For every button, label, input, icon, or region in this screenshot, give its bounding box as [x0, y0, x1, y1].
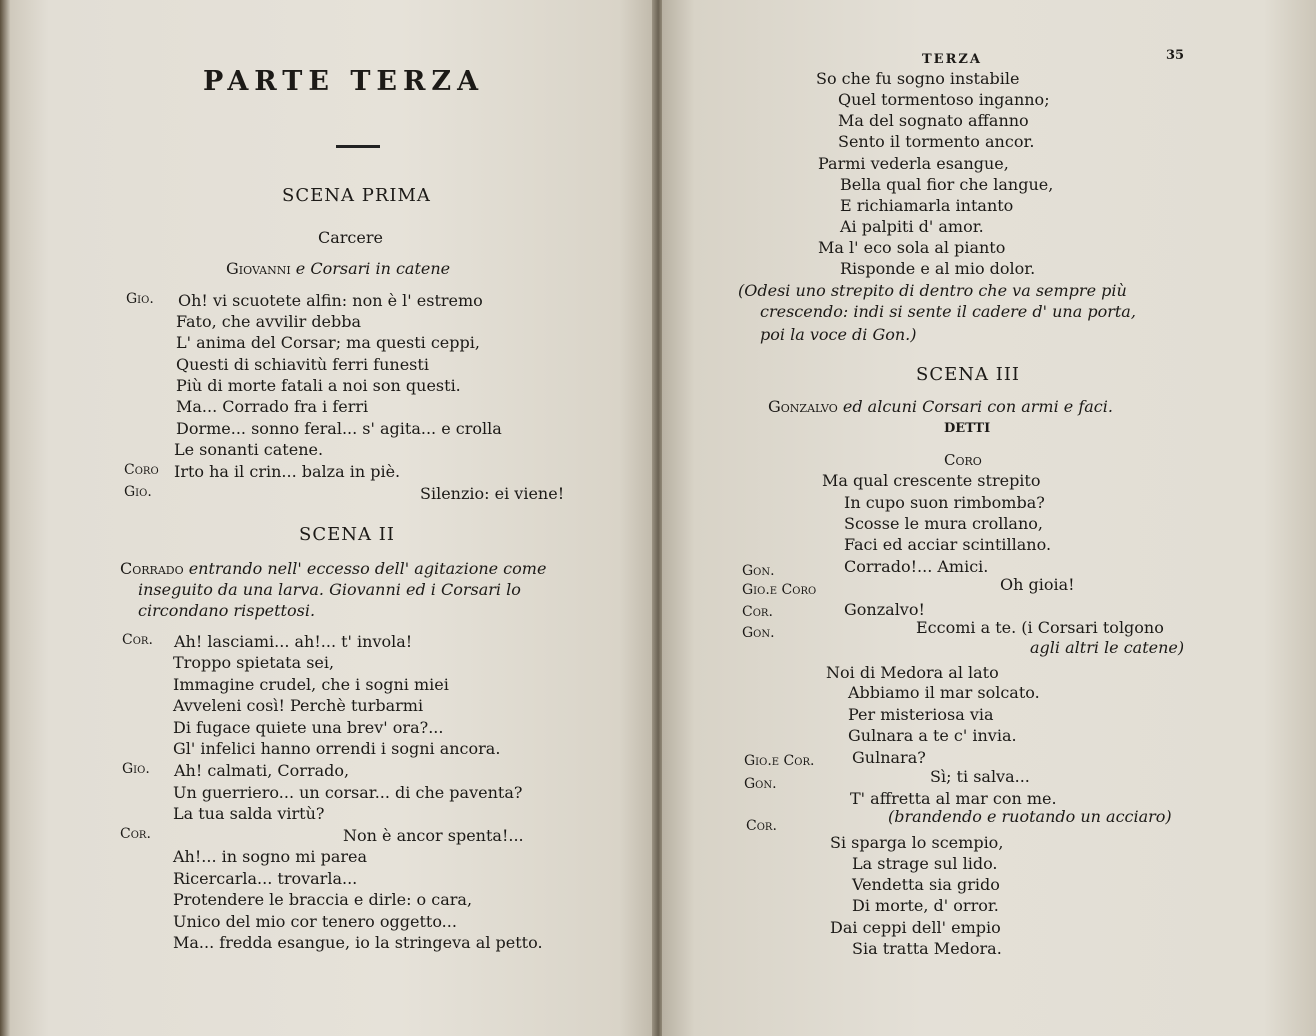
verse-line: Avveleni così! Perchè turbarmi [173, 696, 424, 715]
stage-direction-line: circondano rispettosi. [138, 601, 316, 620]
verse-line: Più di morte fatali a noi son questi. [176, 376, 461, 395]
stage-name: Corrado [120, 559, 184, 578]
left-page [10, 0, 658, 1036]
persons-name: Gonzalvo [768, 397, 838, 416]
verse-line: E richiamarla intanto [840, 196, 1014, 215]
verse-line: Faci ed acciar scintillano. [844, 535, 1052, 554]
verse-line: Ma del sognato affanno [838, 111, 1029, 130]
detti-label: DETTI [944, 421, 991, 436]
stage-direction-line: crescendo: indi si sente il cadere d' una porta, [760, 302, 1136, 321]
speaker: Cor. [120, 826, 151, 842]
verse-line: Silenzio: ei viene! [420, 484, 565, 503]
verse-line: Irto ha il crin... balza in piè. [174, 462, 401, 481]
speaker: Cor. [742, 604, 773, 620]
speaker: Gon. [744, 776, 777, 792]
verse-line: L' anima del Corsar; ma questi ceppi, [176, 333, 480, 352]
verse-line: Noi di Medora al lato [826, 663, 999, 682]
verse-line: Immagine crudel, che i sogni miei [173, 675, 449, 694]
part-title: PARTE TERZA [203, 66, 485, 97]
speaker: Gio. [122, 761, 150, 777]
verse-line: Un guerriero... un corsar... di che paventa? [173, 783, 523, 802]
verse-line: Ma... Corrado fra i ferri [176, 397, 369, 416]
verse-line: Sì; ti salva... [930, 767, 1030, 786]
speaker: Gio. [126, 291, 154, 307]
speaker: Gio. [124, 484, 152, 500]
verse-line: Ah! calmati, Corrado, [174, 761, 350, 780]
stage-direction-line: inseguito da una larva. Giovanni ed i Corsari lo [138, 580, 521, 599]
verse-line: T' affretta al mar con me. [850, 789, 1057, 808]
verse-line: Gl' infelici hanno orrendi i sogni ancora. [173, 739, 501, 758]
verse-line: Si sparga lo scempio, [830, 833, 1004, 852]
verse-line: Non è ancor spenta!... [343, 826, 524, 845]
verse-line: La tua salda virtù? [173, 804, 325, 823]
scene-3-persons [768, 397, 1113, 416]
verse-line: Ah!... in sogno mi parea [173, 847, 368, 866]
verse-line: Oh! vi scuotete alfin: non è l' estremo [178, 291, 483, 310]
speaker: Gon. [742, 563, 775, 579]
verse-line: Per misteriosa via [848, 705, 994, 724]
verse-line: Corrado!... Amici. [844, 557, 989, 576]
verse-line: Ah! lasciami... ah!... t' invola! [174, 632, 413, 651]
verse-line: Oh gioia! [1000, 575, 1075, 594]
verse-line: Gulnara? [852, 748, 926, 767]
verse-line: Ricercarla... trovarla... [173, 869, 358, 888]
speaker: Cor. [122, 632, 153, 648]
scene-1-persons [226, 259, 450, 278]
verse-line: Gonzalvo! [844, 600, 925, 619]
scene-2-heading: SCENA II [299, 524, 395, 545]
persons-rest: ed alcuni Corsari con armi e faci. [837, 397, 1113, 416]
scene-1-heading: SCENA PRIMA [282, 185, 431, 206]
speaker: Gio.e Coro [742, 582, 817, 598]
verse-line: Sento il tormento ancor. [838, 132, 1035, 151]
stage-direction-line: (brandendo e ruotando un acciaro) [888, 807, 1172, 826]
verse-line: Bella qual fior che langue, [840, 175, 1054, 194]
persons-name: Giovanni [226, 259, 291, 278]
speaker: Cor. [746, 818, 777, 834]
verse-line: Di morte, d' orror. [852, 896, 999, 915]
stage-direction-line: (Odesi uno strepito di dentro che va sempre più [738, 281, 1127, 300]
verse-line: Risponde e al mio dolor. [840, 259, 1036, 278]
stage-direction-line [120, 559, 546, 578]
verse-line: Unico del mio cor tenero oggetto... [173, 912, 457, 931]
verse-line: Le sonanti catene. [174, 440, 324, 459]
verse-line: Fato, che avvilir debba [176, 312, 362, 331]
persons-rest: e Corsari in catene [290, 259, 451, 278]
verse-line: Ma qual crescente strepito [822, 471, 1041, 490]
right-page [662, 0, 1316, 1036]
verse-line: Parmi vederla esangue, [818, 154, 1009, 173]
verse-line: Ai palpiti d' amor. [840, 217, 984, 236]
verse-line: Vendetta sia grido [852, 875, 1000, 894]
verse-line: So che fu sogno instabile [816, 69, 1020, 88]
verse-line: Questi di schiavitù ferri funesti [176, 355, 429, 374]
verse-line: In cupo suon rimbomba? [844, 493, 1045, 512]
speaker: Gon. [742, 625, 775, 641]
verse-line: Abbiamo il mar solcato. [848, 683, 1040, 702]
scene-3-heading: SCENA III [916, 364, 1021, 385]
stage-text: entrando nell' eccesso dell' agitazione come [183, 559, 547, 578]
scene-1-setting: Carcere [318, 228, 383, 247]
running-head: TERZA [922, 52, 982, 67]
verse-line: Scosse le mura crollano, [844, 514, 1043, 533]
stage-direction-line: agli altri le catene) [1030, 638, 1185, 657]
verse-line: Quel tormentoso inganno; [838, 90, 1050, 109]
verse-line: Troppo spietata sei, [173, 653, 335, 672]
verse-line: Gulnara a te c' invia. [848, 726, 1017, 745]
verse-line: Eccomi a te. (i Corsari tolgono [916, 618, 1164, 637]
page-number: 35 [1166, 48, 1185, 63]
speaker: Coro [124, 462, 159, 478]
verse-line: Ma l' eco sola al pianto [818, 238, 1006, 257]
stage-direction-line: poi la voce di Gon.) [760, 325, 917, 344]
verse-line: Di fugace quiete una brev' ora?... [173, 718, 444, 737]
verse-line: Dorme... sonno feral... s' agita... e crolla [176, 419, 502, 438]
speaker: Gio.e Cor. [744, 753, 815, 769]
title-rule [336, 145, 380, 148]
verse-line: La strage sul lido. [852, 854, 998, 873]
coro-label: Coro [944, 451, 982, 469]
verse-line: Ma... fredda esangue, io la stringeva al petto. [173, 933, 543, 952]
verse-line: Dai ceppi dell' empio [830, 918, 1001, 937]
verse-line: Protendere le braccia e dirle: o cara, [173, 890, 473, 909]
verse-line: Sia tratta Medora. [852, 939, 1002, 958]
